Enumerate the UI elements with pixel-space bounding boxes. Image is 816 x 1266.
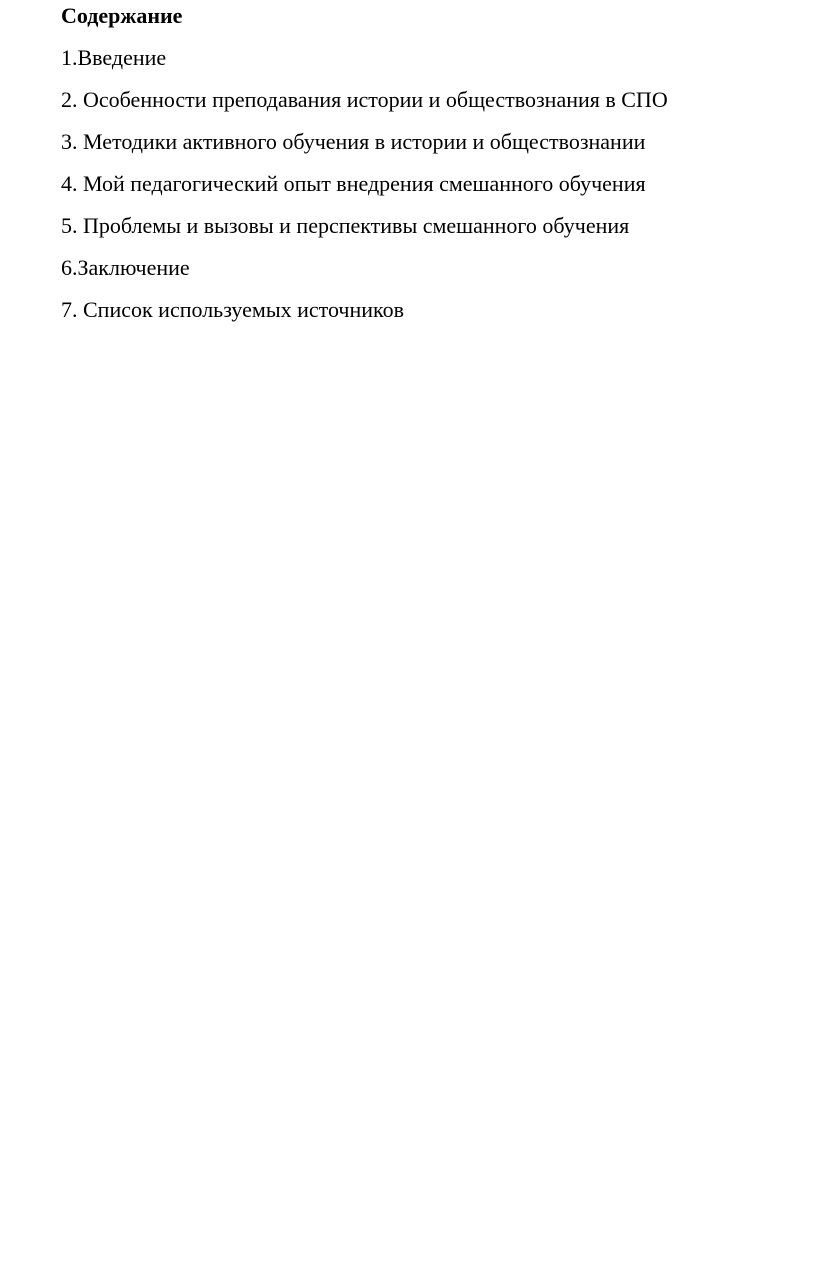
toc-heading: Содержание: [61, 3, 183, 28]
toc-item-blended-learning-experience: 4. Мой педагогический опыт внедрения смешанного обучения: [61, 171, 646, 196]
toc-item-introduction: 1.Введение: [61, 45, 167, 70]
toc-item-teaching-features: 2. Особенности преподавания истории и обществознания в СПО: [61, 87, 668, 112]
toc-item-problems-and-prospects: 5. Проблемы и вызовы и перспективы смешанного обучения: [61, 213, 630, 238]
table-of-contents: [61, 0, 801, 326]
toc-list: [61, 42, 801, 326]
toc-item-conclusion: 6.Заключение: [61, 255, 190, 280]
toc-item-active-learning-methods: 3. Методики активного обучения в истории и обществознании: [61, 129, 646, 154]
toc-item-sources: 7. Список используемых источников: [61, 297, 404, 322]
